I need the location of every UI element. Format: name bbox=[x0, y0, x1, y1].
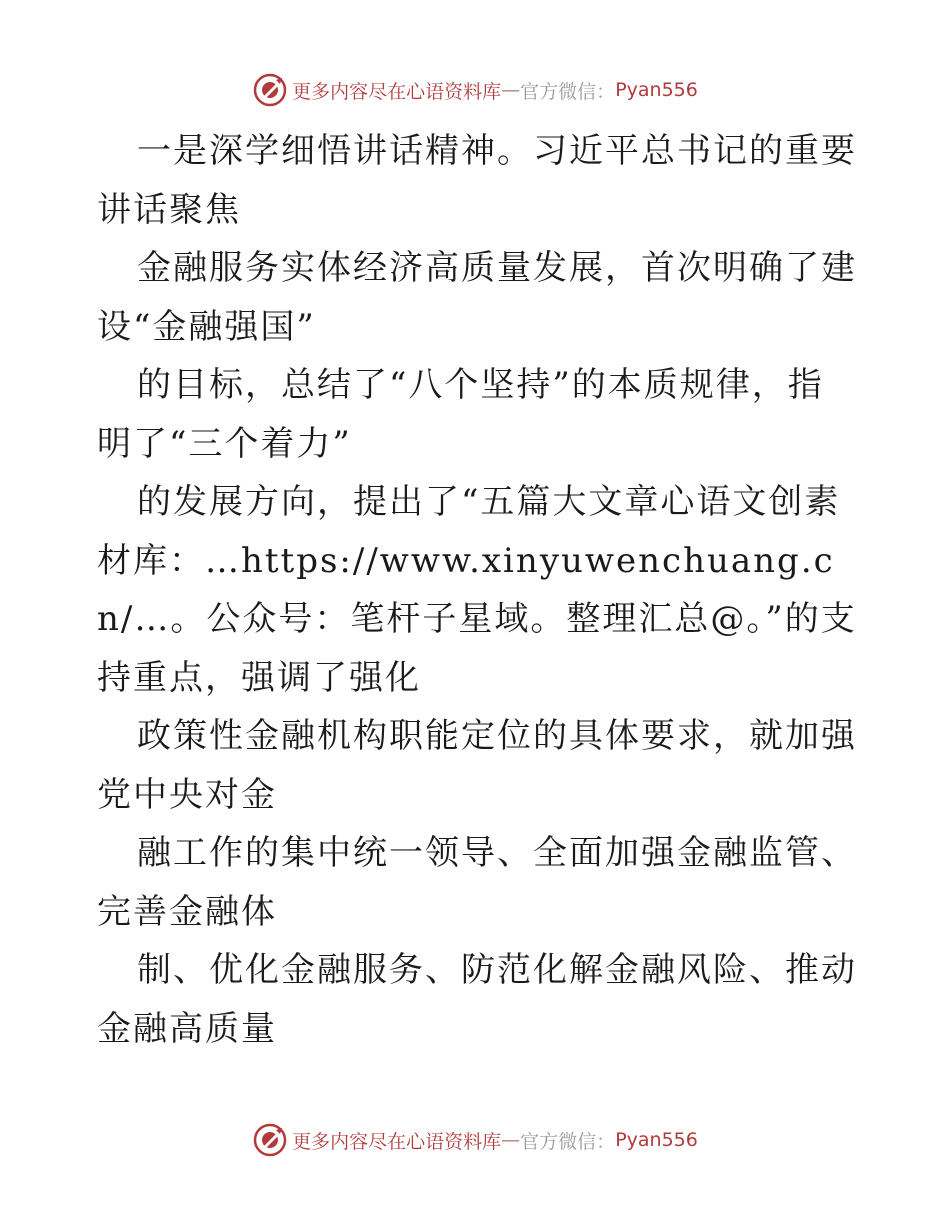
watermark-official-label: 官方微信： bbox=[520, 1130, 616, 1153]
paragraph-4: 的发展方向，提出了“五篇大文章心语文创素材库：…https://www.xinyuwenchuang.cn/…。公众号：笔杆子星域。整理汇总@。”的支持重点，强调了强化 bbox=[97, 482, 857, 698]
paragraph-1: 一是深学细悟讲话精神。习近平总书记的重要讲话聚焦 bbox=[97, 131, 857, 230]
footer-watermark bbox=[0, 1120, 950, 1160]
watermark-main-text: 更多内容尽在心语资料库 bbox=[292, 1130, 502, 1153]
document-body bbox=[97, 122, 857, 1058]
watermark-wechat-id: Pyan556 bbox=[615, 79, 698, 101]
paragraph-2: 金融服务实体经济高质量发展，首次明确了建设“金融强国” bbox=[97, 248, 857, 347]
watermark-dash: — bbox=[501, 1129, 521, 1151]
paragraph-7: 制、优化金融服务、防范化解金融风险、推动金融高质量 bbox=[97, 950, 857, 1049]
pen-logo-icon bbox=[252, 72, 288, 108]
paragraph-6: 融工作的集中统一领导、全面加强金融监管、完善金融体 bbox=[97, 833, 857, 932]
watermark-main-text: 更多内容尽在心语资料库 bbox=[292, 80, 502, 103]
paragraph-5: 政策性金融机构职能定位的具体要求，就加强党中央对金 bbox=[97, 716, 857, 815]
pen-logo-icon bbox=[252, 1122, 288, 1158]
paragraph-3: 的目标，总结了“八个坚持”的本质规律，指明了“三个着力” bbox=[97, 365, 824, 464]
header-watermark bbox=[0, 70, 950, 110]
watermark-official-label: 官方微信： bbox=[520, 80, 616, 103]
watermark-dash: — bbox=[501, 79, 521, 101]
watermark-wechat-id: Pyan556 bbox=[615, 1129, 698, 1151]
